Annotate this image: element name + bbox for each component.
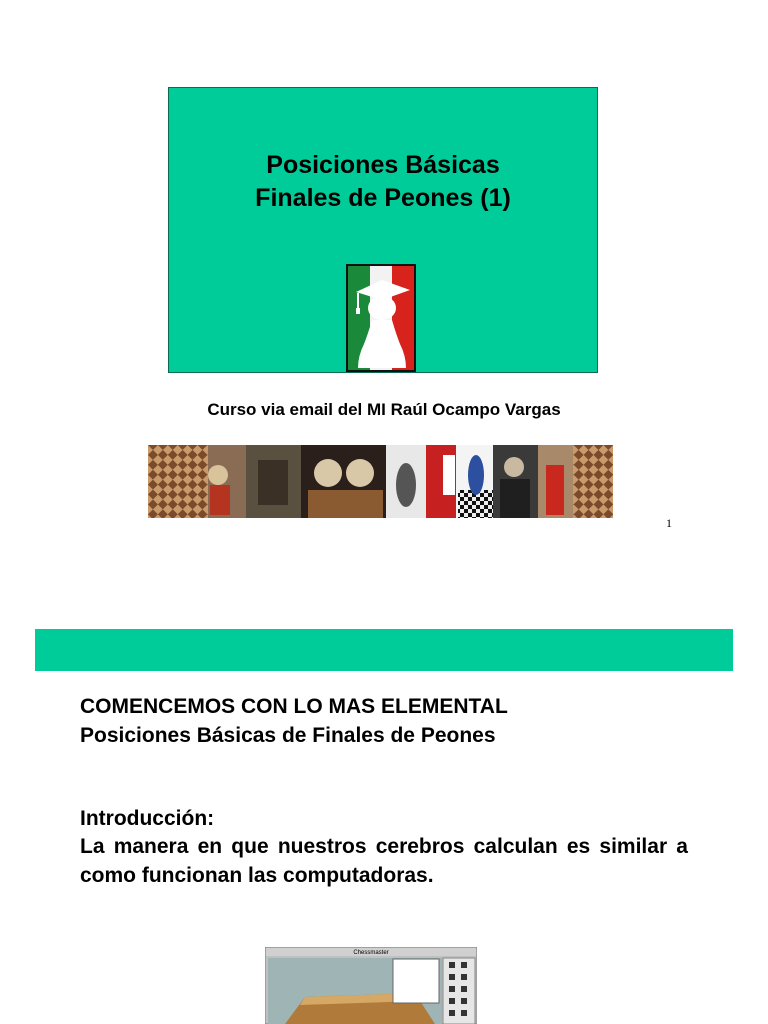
section-header-bar	[35, 629, 733, 671]
title-line-2: Finales de Peones (1)	[255, 184, 511, 212]
intro-label: Introducción:	[80, 807, 215, 830]
heading-line-2: Posiciones Básicas de Finales de Peones	[80, 724, 496, 747]
title-line-1: Posiciones Básicas	[266, 151, 500, 179]
page-number: 1	[666, 516, 672, 530]
course-subtitle: Curso via email del MI Raúl Ocampo Vargas	[207, 400, 561, 419]
chess-program-screenshot	[265, 947, 477, 1024]
chess-logo-icon	[346, 264, 416, 372]
intro-paragraph: La manera en que nuestros cerebros calculan es similar a como funcionan las computadoras.	[80, 835, 688, 887]
window-title: Chessmaster	[353, 950, 389, 956]
title-card	[168, 87, 598, 373]
heading-line-1: COMENCEMOS CON LO MAS ELEMENTAL	[80, 695, 508, 718]
chess-collage-banner	[148, 445, 613, 518]
